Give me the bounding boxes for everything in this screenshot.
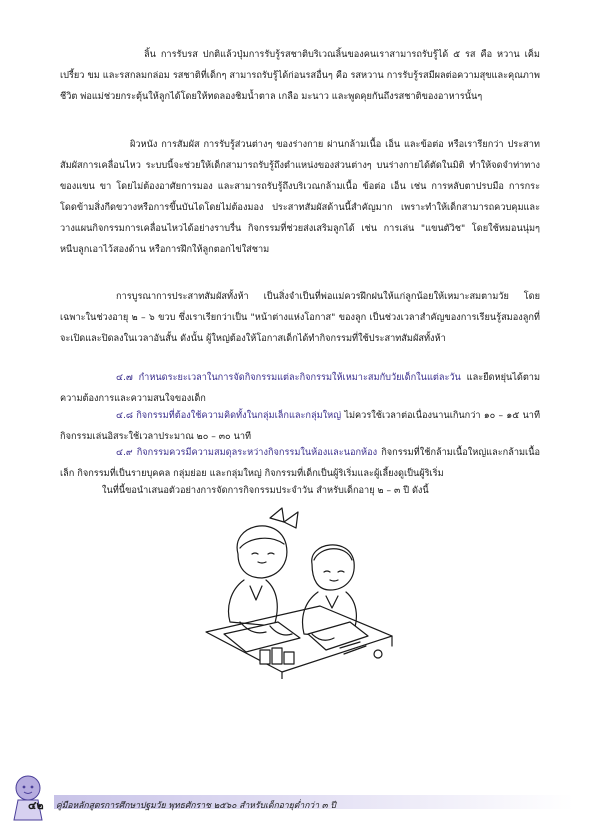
- item-4-9-heading: ๔.๙ กิจกรรมควรมีความสมดุลระหว่างกิจกรรมในห้องและนอกห้อง: [116, 447, 378, 458]
- item-4-7-heading: ๔.๗ กำหนดระยะเวลาในการจัดกิจกรรมแต่ละกิจกรรมให้เหมาะสมกับวัยเด็กในแต่ละวัน: [116, 372, 461, 383]
- item-4-7-text: และยืดหยุ่นได้ตามความต้องการและความสนใจของเด็ก: [60, 372, 541, 404]
- skin-text: ผิวหนัง การสัมผัส การรับรู้ส่วนต่างๆ ของร่างกาย ผ่านกล้ามเนื้อ เอ็น และข้อต่อ หรือเรารียกว่า ประสาทสัมผัสการเคลื่อนไหว ระบบนี้จะช่วยให้เด็กสามารถรับรู้ถึงตำแหน่งของส่วนต่างๆ บนร่างกายได้ตัดในมิติ ทำให้จดจำท่าทางของแขน ขา โดยไม่ต้องอาศัยการมอง และสามารถรับรู้ถึงบริเวณกล้ามเนื้อ ข้อต่อ เอ็น เช่น การหลับตาปรบมือ การกระโดดข้ามสิ่งกีดขวางหรือการขึ้นบันไดโดยไม่ต้องมอง ประสาทสัมผัสด้านนี้สำคัญมาก เพราะทำให้เด็กสามารถควบคุมและวางแผนกิจกรรมการเคลื่อนไหวได้อย่างราบรื่น กิจกรรมที่ช่วยส่งเสริมลูกได้ เช่น การเล่น "แขนตัวิช" โดยใช้หมอนนุ่มๆ หนีบลูกเอาไว้สองด้าน หรือการฝึกให้ลูกตอกไข่ใส่ชาม: [60, 139, 540, 255]
- taste-text: ลิ้น การรับรส ปกติแล้วปุ่มการรับรู้รสชาติบริเวณลิ้นของคนเราสามารถรับรู้ได้ ๕ รส คือ หวาน เค็ม เปรี้ยว ขม และรสกลมกล่อม รสชาติที่เด็กๆ สามารถรับรู้ได้ก่อนรสอื่นๆ คือ รสหวาน การรับรู้รสมีผลต่อความสุขและคุณภาพชีวิต พ่อแม่ช่วยกระตุ้นให้ลูกได้โดยให้ทดลองชิมน้ำตาล เกลือ มะนาว และพูดคุยกันถึงรสชาติของอาหารนั้นๆ: [60, 49, 540, 102]
- page-number: ๔๒: [28, 799, 44, 812]
- item-4-9: [60, 442, 540, 484]
- item-4-7: [60, 367, 540, 409]
- children-activity-illustration: [200, 504, 395, 679]
- item-4-8-heading: ๔.๘ กิจกรรมที่ต้องใช้ความคิดทั้งในกลุ่มเล็กและกลุ่มใหญ่: [116, 410, 342, 421]
- item-4-8-text: ไม่ควรใช้เวลาต่อเนื่องนานเกินกว่า ๑๐ – ๑๕ นาที กิจกรรมเล่นอิสระใช้เวลาประมาณ ๒๐ – ๓๐ นาที: [60, 410, 540, 442]
- intro-text: การบูรณาการประสาทสัมผัสทั้งห้า เป็นสิ่งจำเป็นที่พ่อแม่ควรฝึกฝนให้แก่ลูกน้อยให้เหมาะสมตามวัย โดยเฉพาะในช่วงอายุ ๒ – ๖ ขวบ ซึ่งเราเรียกว่าเป็น "หน้าต่างแห่งโอกาส" ของลูก เป็นช่วงเวลาสำคัญของการเรียนรู้สมองลูกที่จะเปิดและปิดลงในเวลาอันสั้น ดังนั้น ผู้ใหญ่ต้องให้โอกาสเด็กได้ทำกิจกรรมที่ใช้ประสาทสัมผัสทั้งห้า: [60, 291, 540, 344]
- paragraph-closing: [60, 480, 540, 501]
- paragraph-skin: [60, 134, 540, 260]
- paragraph-intro: [60, 286, 540, 349]
- item-4-8: [60, 405, 540, 447]
- item-4-9-text: กิจกรรมที่ใช้กล้ามเนื้อใหญ่และกล้ามเนื้อเล็ก กิจกรรมที่เป็นรายบุคคล กลุ่มย่อย และกลุ่มใหญ่ กิจกรรมที่เด็กเป็นผู้ริเริ่มและผู้เลี้ยงดูเป็นผู้ริเริ่ม: [60, 447, 540, 479]
- closing-text: ในที่นี้ขอนำเสนอตัวอย่างการจัดการกิจกรรมประจำวัน สำหรับเด็กอายุ ๒ – ๓ ปี ดังนี้: [102, 485, 429, 496]
- paragraph-taste: [60, 44, 540, 107]
- footer-title: คู่มือหลักสูตรการศึกษาปฐมวัย พุทธศักราช ๒๕๖๐ สำหรับเด็กอายุต่ำกว่า ๓ ปี: [56, 801, 336, 811]
